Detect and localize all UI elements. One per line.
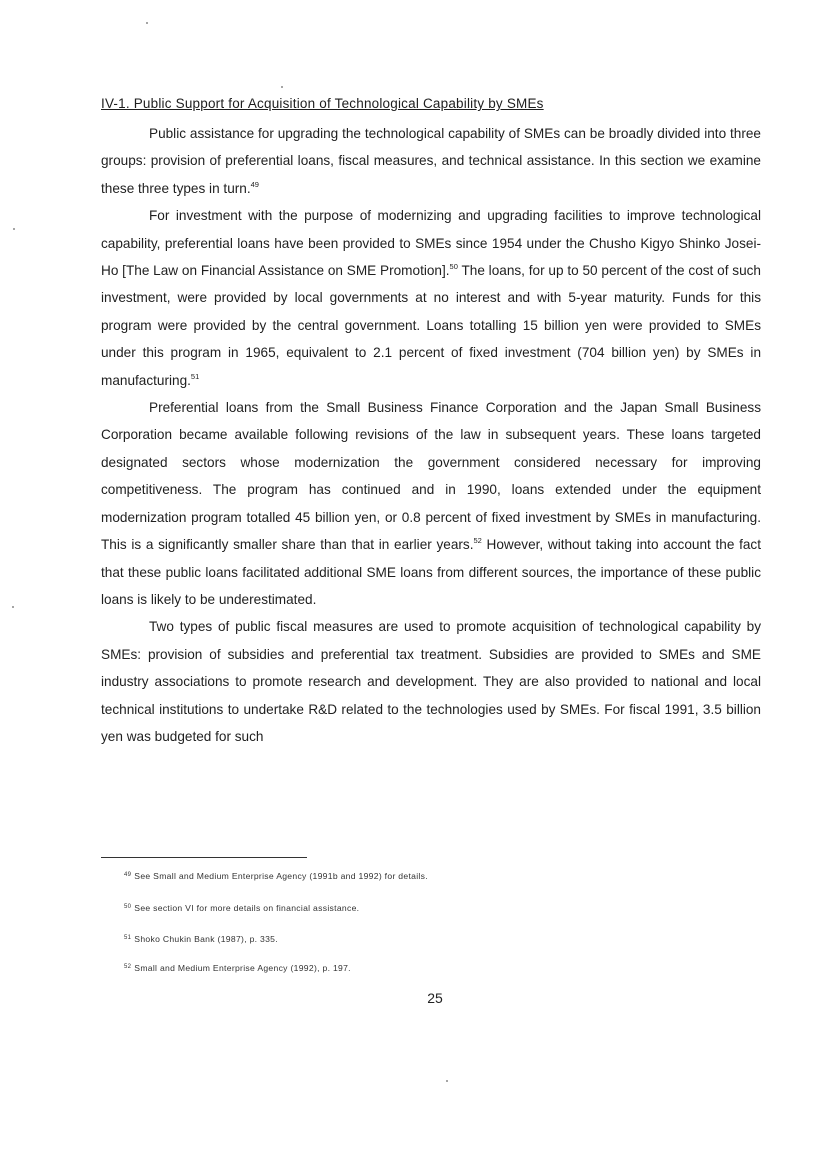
footnote-mark: 49: [124, 872, 132, 878]
footnote: [124, 903, 359, 913]
scan-speck: [446, 1080, 448, 1082]
paragraph-text: For investment with the purpose of modernizing and upgrading facilities to improve technological capability, preferential loans have been provided to SMEs since 1954 under the Chusho Kigyo Shinko Josei-Ho [The Law on Financial Assistance on SME Promotion].: [101, 208, 761, 279]
footnote: [124, 934, 278, 944]
body-text: [101, 120, 761, 750]
footnote-text: See Small and Medium Enterprise Agency (1991b and 1992) for details.: [134, 871, 428, 881]
scan-speck: [13, 228, 15, 230]
body-paragraph: [101, 120, 761, 202]
footnote-mark: 51: [124, 935, 132, 941]
paragraph-text: The loans, for up to 50 percent of the cost of such investment, were provided by local governments at no interest and with 5-year maturity. Funds for this program were provided by the central government. Loans totalling 15 billion yen were provided to SMEs under this program in 1965, equivalent to 2.1 percent of fixed investment (704 billion yen) by SMEs in manufacturing.: [101, 263, 761, 388]
footnote-text: Small and Medium Enterprise Agency (1992), p. 197.: [134, 963, 351, 973]
paragraph-text: Two types of public fiscal measures are used to promote acquisition of technological capability by SMEs: provision of subsidies and preferential tax treatment. Subsidies are provided to SMEs and SME industry associations to promote research and development. They are also provided to national and local technical institutions to undertake R&D related to the technologies used by SMEs. For fiscal 1991, 3.5 billion yen was budgeted for such: [101, 619, 761, 744]
body-paragraph: [101, 613, 761, 750]
footnote-separator: [101, 857, 307, 858]
paragraph-text: Public assistance for upgrading the technological capability of SMEs can be broadly divided into three groups: provision of preferential loans, fiscal measures, and technical assistance. In this section we examine these three types in turn.: [101, 126, 761, 196]
footnote-reference: 52: [473, 536, 482, 546]
footnote-reference: 51: [190, 371, 200, 381]
scan-speck: [281, 86, 283, 88]
footnote-mark: 52: [124, 964, 132, 970]
page-number: 25: [427, 990, 443, 1006]
footnote: [124, 963, 351, 973]
body-paragraph: [101, 394, 761, 613]
footnote-text: Shoko Chukin Bank (1987), p. 335.: [134, 934, 278, 944]
footnote-mark: 50: [124, 904, 132, 910]
paragraph-text: However, without taking into account the fact that these public loans facilitated additional SME loans from different sources, the importance of these public loans is likely to be underestimated.: [101, 537, 761, 607]
footnote-reference: 50: [449, 262, 458, 272]
section-heading: IV-1. Public Support for Acquisition of Technological Capability by SMEs: [101, 96, 544, 111]
footnote-text: See section VI for more details on financial assistance.: [134, 903, 360, 913]
paragraph-text: Preferential loans from the Small Business Finance Corporation and the Japan Small Business Corporation became available following revisions of the law in subsequent years. These loans targeted designated sectors whose modernization the government considered necessary for improving competitiveness. The program has continued and in 1990, loans extended under the equipment modernization program totalled 45 billion yen, or 0.8 percent of fixed investment by SMEs in manufacturing. This is a significantly smaller share than that in earlier years.: [101, 400, 761, 553]
scan-speck: [146, 22, 148, 24]
footnote-reference: 49: [250, 179, 259, 189]
scan-speck: [12, 606, 14, 608]
body-paragraph: [101, 202, 761, 394]
footnote: [124, 871, 428, 881]
